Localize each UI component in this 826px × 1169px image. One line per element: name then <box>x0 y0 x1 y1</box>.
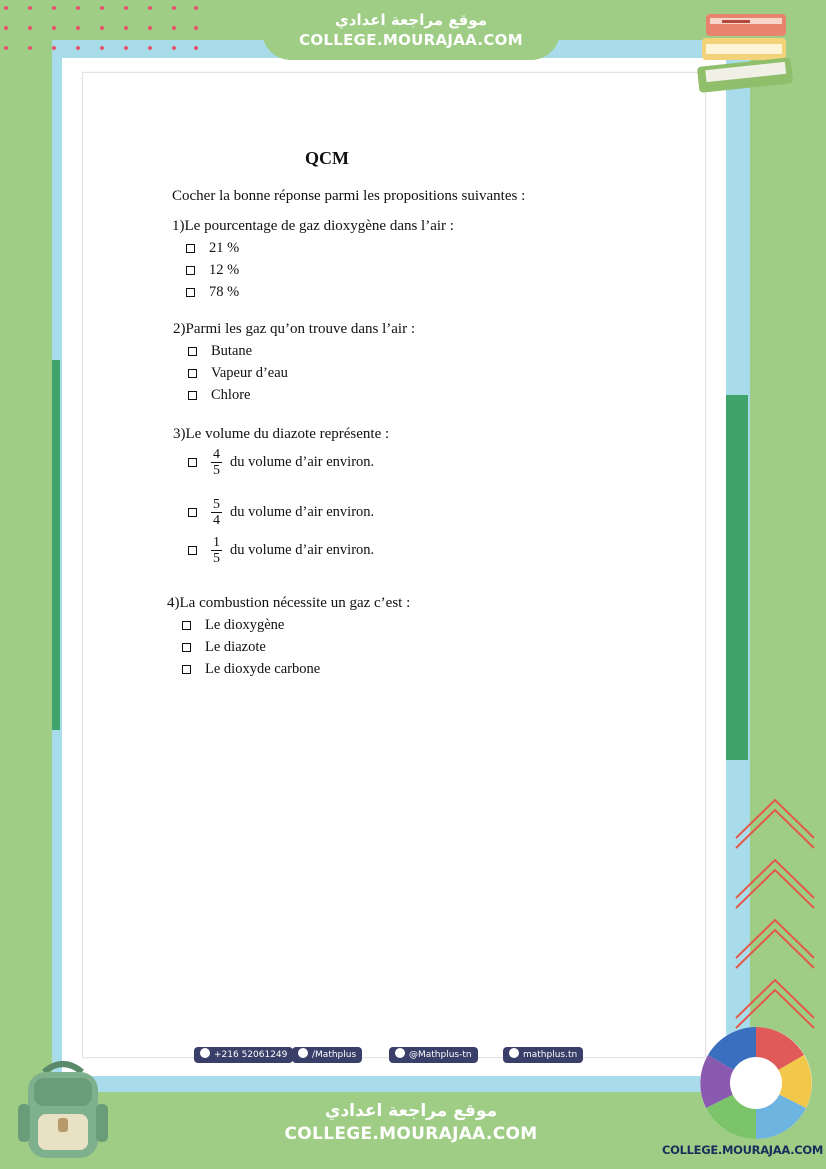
option-label: du volume d’air environ. <box>230 454 375 470</box>
footer-arabic-title: موقع مراجعة اعدادي <box>324 1101 498 1121</box>
checkbox[interactable] <box>188 546 197 555</box>
brand-logo-text: COLLEGE.MOURAJAA.COM <box>662 1143 824 1157</box>
option-label: Le dioxyde carbone <box>205 661 321 677</box>
checkbox[interactable] <box>182 643 191 652</box>
question-2: 2)Parmi les gaz qu’on trouve dans l’air : <box>173 321 416 337</box>
phone-icon <box>200 1048 210 1058</box>
facebook-icon <box>298 1048 308 1058</box>
checkbox[interactable] <box>188 369 197 378</box>
option-label: 78 % <box>209 284 240 300</box>
option-label: Le dioxygène <box>205 617 285 633</box>
checkbox[interactable] <box>182 665 191 674</box>
q2-option-2[interactable] <box>188 365 288 382</box>
checkbox[interactable] <box>186 244 195 253</box>
question-1: 1)Le pourcentage de gaz dioxygène dans l’air : <box>172 218 454 234</box>
header-arabic-title: موقع مراجعة اعدادي <box>335 11 487 29</box>
school-wheel-logo <box>694 1024 818 1142</box>
contact-phone[interactable] <box>194 1047 293 1063</box>
checkbox[interactable] <box>186 266 195 275</box>
chevron-up-icon <box>732 792 818 1042</box>
option-label: Chlore <box>211 387 251 403</box>
dots-decoration <box>0 0 200 60</box>
contact-label: +216 52061249 <box>214 1050 288 1060</box>
checkbox[interactable] <box>188 508 197 517</box>
contact-youtube[interactable] <box>389 1047 478 1063</box>
option-label: Butane <box>211 343 253 359</box>
option-label: 12 % <box>209 262 240 278</box>
contact-label: mathplus.tn <box>523 1050 578 1060</box>
q2-option-1[interactable] <box>188 343 252 360</box>
green-stripe-left <box>52 360 60 730</box>
header-site-link[interactable]: COLLEGE.MOURAJAA.COM <box>299 31 523 49</box>
checkbox[interactable] <box>188 391 197 400</box>
q3-option-2[interactable] <box>188 497 374 528</box>
question-4: 4)La combustion nécessite un gaz c’est : <box>167 595 411 611</box>
contact-label: /Mathplus <box>312 1050 357 1060</box>
fraction: $\frac{5}{4}$ <box>213 497 220 528</box>
option-label: Vapeur d’eau <box>211 365 288 381</box>
q4-option-1[interactable] <box>182 617 284 634</box>
backpack-icon <box>14 1058 112 1162</box>
q1-option-1[interactable] <box>186 240 239 257</box>
header-banner <box>262 2 560 60</box>
question-3: 3)Le volume du diazote représente : <box>173 426 390 442</box>
fraction: $\frac{1}{5}$ <box>213 535 220 566</box>
option-label: Le diazote <box>205 639 266 655</box>
footer-site-link[interactable]: COLLEGE.MOURAJAA.COM <box>284 1124 538 1144</box>
page-title: QCM <box>305 148 349 168</box>
checkbox[interactable] <box>188 458 197 467</box>
checkbox[interactable] <box>188 347 197 356</box>
q3-option-3[interactable] <box>188 535 374 566</box>
q1-option-2[interactable] <box>186 262 239 279</box>
globe-icon <box>509 1048 519 1058</box>
youtube-icon <box>395 1048 405 1058</box>
option-label: du volume d’air environ. <box>230 504 375 520</box>
checkbox[interactable] <box>182 621 191 630</box>
q3-option-1[interactable] <box>188 447 374 478</box>
books-icon <box>696 10 800 94</box>
green-stripe-right <box>726 395 748 760</box>
instruction-text: Cocher la bonne réponse parmi les propositions suivantes : <box>172 188 526 204</box>
option-label: 21 % <box>209 240 240 256</box>
checkbox[interactable] <box>186 288 195 297</box>
q2-option-3[interactable] <box>188 387 250 404</box>
fraction: $\frac{4}{5}$ <box>213 447 220 478</box>
option-label: du volume d’air environ. <box>230 542 375 558</box>
q4-option-2[interactable] <box>182 639 266 656</box>
q1-option-3[interactable] <box>186 284 239 301</box>
q4-option-3[interactable] <box>182 661 320 678</box>
contact-label: @Mathplus-tn <box>409 1050 472 1060</box>
contact-website[interactable] <box>503 1047 583 1063</box>
contact-facebook[interactable] <box>292 1047 362 1063</box>
footer-banner <box>262 1092 560 1162</box>
